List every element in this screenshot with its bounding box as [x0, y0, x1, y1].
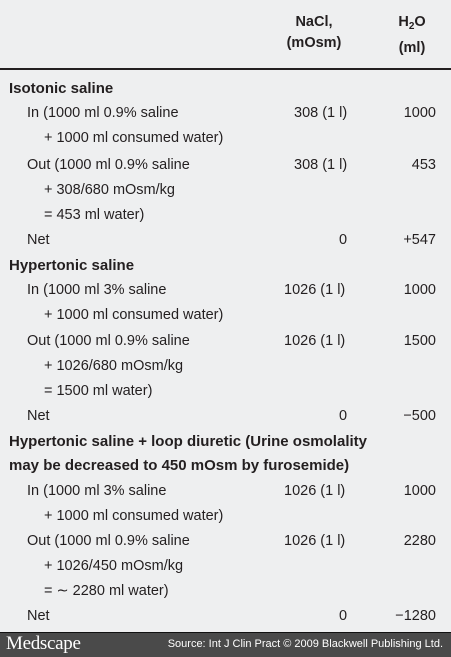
source-credit: Source: Int J Clin Pract © 2009 Blackwell Publishing Ltd. — [167, 638, 443, 650]
isotonic-out-line3: = 453 ml water) — [44, 207, 145, 223]
header-nacl-line1: NaCl, — [295, 14, 333, 30]
hypertonic-in-line2: + 1000 ml consumed water) — [44, 307, 224, 323]
isotonic-out-nacl: 308 (1 l) — [294, 157, 348, 173]
header-h2o-line1 — [392, 13, 432, 36]
section-title-loop-line1: Hypertonic saline + loop diuretic (Urine osmolality — [9, 433, 367, 450]
isotonic-in-nacl: 308 (1 l) — [294, 105, 348, 121]
loop-net-nacl: 0 — [339, 608, 348, 624]
loop-net-h2o: −1280 — [395, 608, 436, 624]
loop-in-nacl: 1026 (1 l) — [284, 483, 346, 499]
isotonic-in-h2o: 1000 — [403, 105, 436, 121]
loop-out-line1: Out (1000 ml 0.9% saline — [27, 533, 190, 549]
loop-in-line2: + 1000 ml consumed water) — [44, 508, 224, 524]
header-h2o — [392, 13, 432, 57]
loop-in-h2o: 1000 — [403, 483, 436, 499]
loop-out-nacl: 1026 (1 l) — [284, 533, 346, 549]
hypertonic-net-h2o: −500 — [403, 408, 436, 424]
loop-net-label: Net — [27, 608, 50, 624]
isotonic-in-line2: + 1000 ml consumed water) — [44, 130, 224, 146]
section-title-loop-line2: may be decreased to 450 mOsm by furosemide) — [9, 457, 350, 474]
isotonic-out-h2o: 453 — [411, 157, 436, 173]
hypertonic-in-nacl: 1026 (1 l) — [284, 282, 346, 298]
header-nacl-line2: (mOsm) — [286, 35, 342, 51]
loop-in-line1: In (1000 ml 3% saline — [27, 483, 167, 499]
hypertonic-out-line2: + 1026/680 mOsm/kg — [44, 358, 184, 374]
header-h2o-sub: 2 — [408, 21, 415, 32]
hypertonic-in-line1: In (1000 ml 3% saline — [27, 282, 167, 298]
footer-bar — [0, 632, 451, 657]
hypertonic-out-nacl: 1026 (1 l) — [284, 333, 346, 349]
hypertonic-net-label: Net — [27, 408, 50, 424]
isotonic-out-line2: + 308/680 mOsm/kg — [44, 182, 175, 198]
medscape-logo: Medscape — [6, 633, 81, 654]
isotonic-net-h2o: +547 — [403, 232, 436, 248]
section-title-hypertonic: Hypertonic saline — [9, 257, 135, 274]
header-nacl — [284, 13, 344, 52]
isotonic-in-line1: In (1000 ml 0.9% saline — [27, 105, 179, 121]
hypertonic-out-line3: = 1500 ml water) — [44, 383, 153, 399]
hypertonic-in-h2o: 1000 — [403, 282, 436, 298]
isotonic-net-label: Net — [27, 232, 50, 248]
loop-out-h2o: 2280 — [403, 533, 436, 549]
section-title-isotonic: Isotonic saline — [9, 80, 114, 97]
hypertonic-out-h2o: 1500 — [403, 333, 436, 349]
hypertonic-net-nacl: 0 — [339, 408, 348, 424]
header-h2o-line2: (ml) — [398, 40, 426, 56]
hypertonic-out-line1: Out (1000 ml 0.9% saline — [27, 333, 190, 349]
loop-out-line3: = ∼ 2280 ml water) — [44, 583, 169, 599]
header-rule — [0, 68, 451, 70]
isotonic-out-line1: Out (1000 ml 0.9% saline — [27, 157, 190, 173]
header-h2o-tail: O — [414, 14, 426, 30]
loop-out-line2: + 1026/450 mOsm/kg — [44, 558, 184, 574]
header-h2o-main: H — [398, 14, 409, 30]
isotonic-net-nacl: 0 — [339, 232, 348, 248]
